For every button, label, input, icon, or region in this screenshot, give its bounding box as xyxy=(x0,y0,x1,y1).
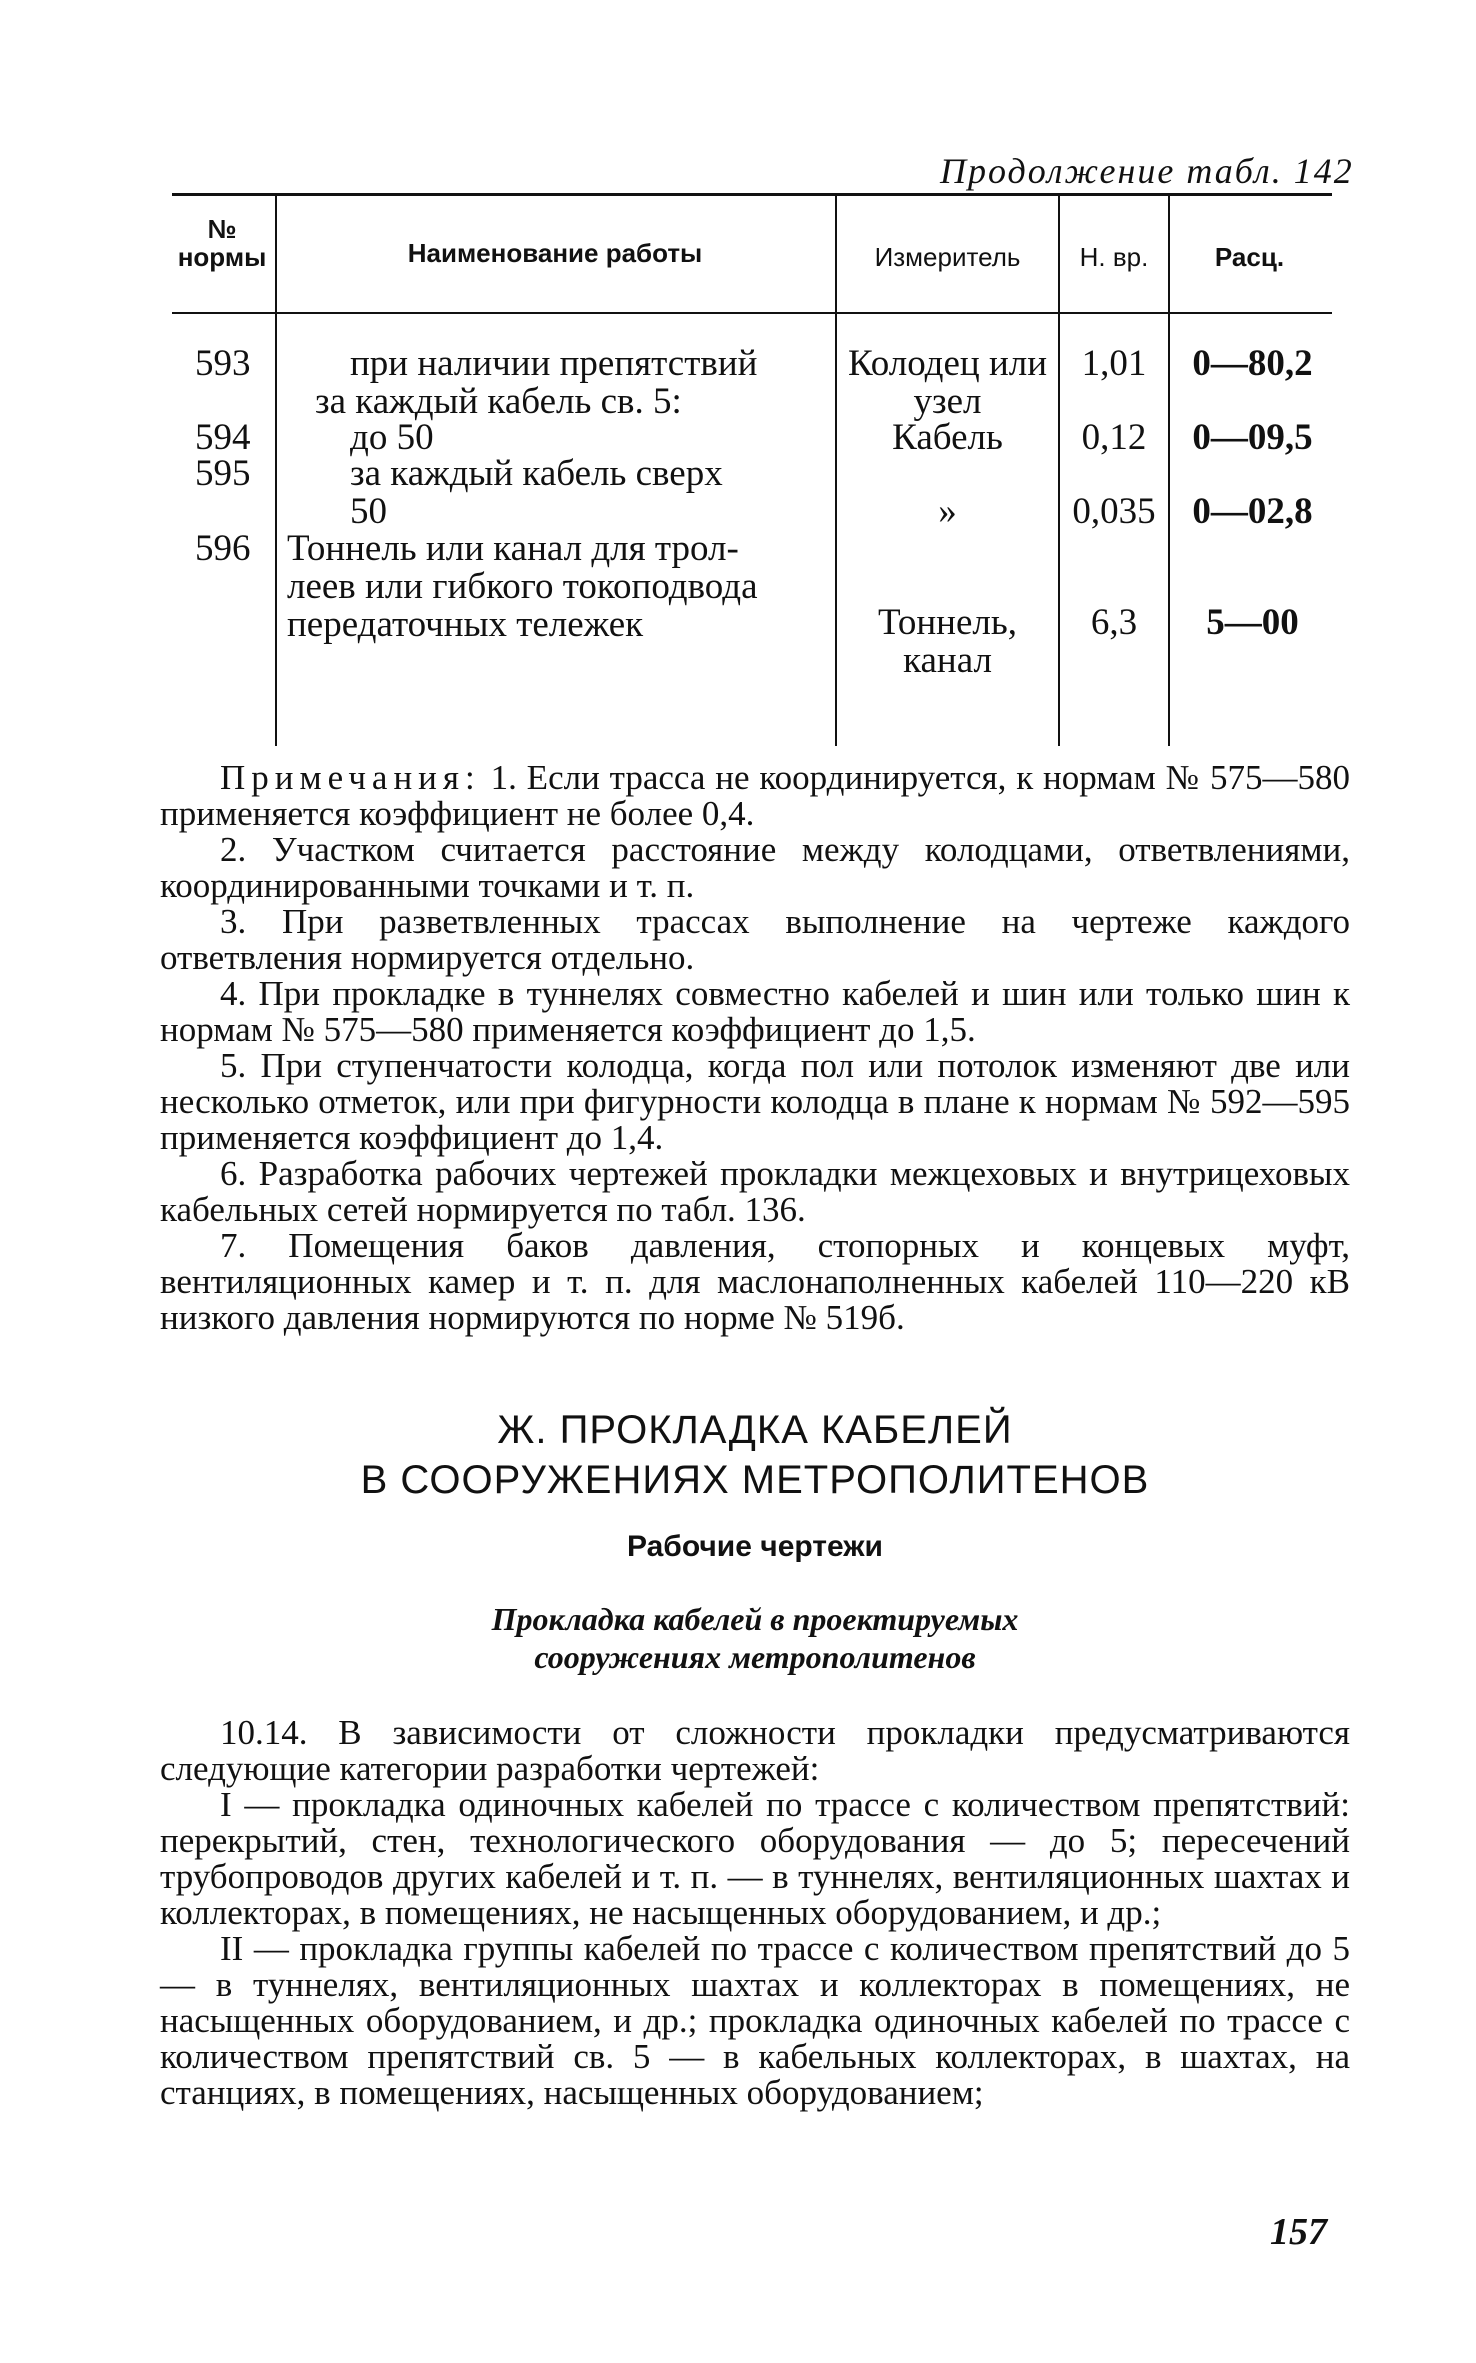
body-paragraph-3: II — прокладка группы кабелей по трассе с количеством препятствий до 5 — в туннелях, вентиляционных шахтах и коллекторах в помещениях, не насыщенных оборудованием, и др.; прокладка одиночных кабелей по трассе с количеством препятствий св. 5 — в кабельных коллекторах, в шахтах, на станциях, в помещениях, насыщенных оборудованием; xyxy=(160,1929,1350,2112)
col-divider-2 xyxy=(835,196,837,746)
note-2: 2. Участком считается расстояние между колодцами, ответвлениями, координированными точками и т. п. xyxy=(160,830,1350,905)
row-594-unit: Кабель xyxy=(892,417,1003,458)
col-header-number: № нормы xyxy=(177,214,267,272)
section-title-line-1: Ж. ПРОКЛАДКА КАБЕЛЕЙ xyxy=(497,1408,1013,1452)
row-595-unit: » xyxy=(938,491,957,532)
col-header-unit: Измеритель xyxy=(874,242,1021,272)
col-header-time: Н. вр. xyxy=(1079,242,1149,272)
section-italic-title xyxy=(160,1600,1350,1676)
row-subheading-name: за каждый кабель св. 5: xyxy=(315,381,682,422)
note-3: 3. При разветвленных трассах выполнение на чертеже каждого ответвления нормируется отдельно. xyxy=(160,902,1350,977)
notes-block xyxy=(160,760,1350,1336)
row-595-price: 0—02,8 xyxy=(1192,491,1313,532)
note-1-text: 1. Если трасса не координируется, к нормам № 575—580 применяется коэффициент не более 0,4. xyxy=(160,758,1350,833)
row-595-time: 0,035 xyxy=(1072,491,1156,532)
row-593-price: 0—80,2 xyxy=(1192,343,1313,384)
italic-title-line-2: сооружениях метрополитенов xyxy=(534,1639,976,1675)
row-596-num: 596 xyxy=(195,528,251,569)
row-593-time: 1,01 xyxy=(1081,343,1147,384)
table-continuation-caption: Продолжение табл. 142 xyxy=(940,151,1354,191)
body-text xyxy=(160,1715,1350,2111)
note-1 xyxy=(160,760,1350,832)
col-divider-1 xyxy=(275,196,277,746)
col-divider-4 xyxy=(1168,196,1170,746)
note-4: 4. При прокладке в туннелях совместно кабелей и шин или только шин к нормам № 575—580 применяется коэффициент до 1,5. xyxy=(160,974,1350,1049)
section-subtitle: Рабочие чертежи xyxy=(626,1530,883,1563)
table-top-rule xyxy=(172,193,1332,196)
section-title xyxy=(160,1405,1350,1505)
table-header-rule xyxy=(172,312,1332,314)
row-593-name: при наличии препятствий xyxy=(350,343,758,384)
note-7: 7. Помещения баков давления, стопорных и концевых муфт, вентиляционных камер и т. п. для маслонаполненных кабелей 110—220 кВ низкого давления нормируются по норме № 519б. xyxy=(160,1226,1350,1337)
body-paragraph-2: I — прокладка одиночных кабелей по трассе с количеством препятствий: перекрытий, стен, технологического оборудования — до 5; пересечений трубопроводов других кабелей и т. п. — в туннелях, вентиляционных шахтах и коллекторах, в помещениях, не насыщенных оборудованием, и др.; xyxy=(160,1785,1350,1932)
italic-title-line-1: Прокладка кабелей в проектируемых xyxy=(491,1601,1019,1637)
row-595-num: 595 xyxy=(195,453,251,494)
col-divider-3 xyxy=(1058,196,1060,746)
row-596-price: 5—00 xyxy=(1206,602,1299,643)
note-5: 5. При ступенчатости колодца, когда пол или потолок изменяют две или несколько отметок, или при фигурности колодца в плане к нормам № 592—595 применяется коэффициент до 1,4. xyxy=(160,1046,1350,1157)
row-593-num: 593 xyxy=(195,343,251,384)
row-594-price: 0—09,5 xyxy=(1192,417,1313,458)
row-596-unit: Тоннель, канал xyxy=(878,602,1017,681)
body-paragraph-1: 10.14. В зависимости от сложности прокладки предусматриваются следующие категории разработки чертежей: xyxy=(160,1713,1350,1788)
row-596-name: Тоннель или канал для трол- леев или гибкого токоподвода передаточных тележек xyxy=(287,528,758,645)
row-594-name: до 50 xyxy=(350,417,434,458)
row-594-time: 0,12 xyxy=(1081,417,1147,458)
row-594-num: 594 xyxy=(195,417,251,458)
col-header-price: Расц. xyxy=(1214,242,1285,272)
notes-label: Примечания: xyxy=(220,758,481,797)
note-6: 6. Разработка рабочих чертежей прокладки межцеховых и внутрицеховых кабельных сетей нормируется по табл. 136. xyxy=(160,1154,1350,1229)
section-title-line-2: В СООРУЖЕНИЯХ МЕТРОПОЛИТЕНОВ xyxy=(360,1458,1150,1502)
row-593-unit: Колодец или узел xyxy=(847,343,1048,422)
col-header-name: Наименование работы xyxy=(407,238,703,268)
row-595-name: за каждый кабель сверх 50 xyxy=(350,453,723,532)
page-number: 157 xyxy=(1270,2211,1327,2253)
row-596-time: 6,3 xyxy=(1090,602,1138,643)
